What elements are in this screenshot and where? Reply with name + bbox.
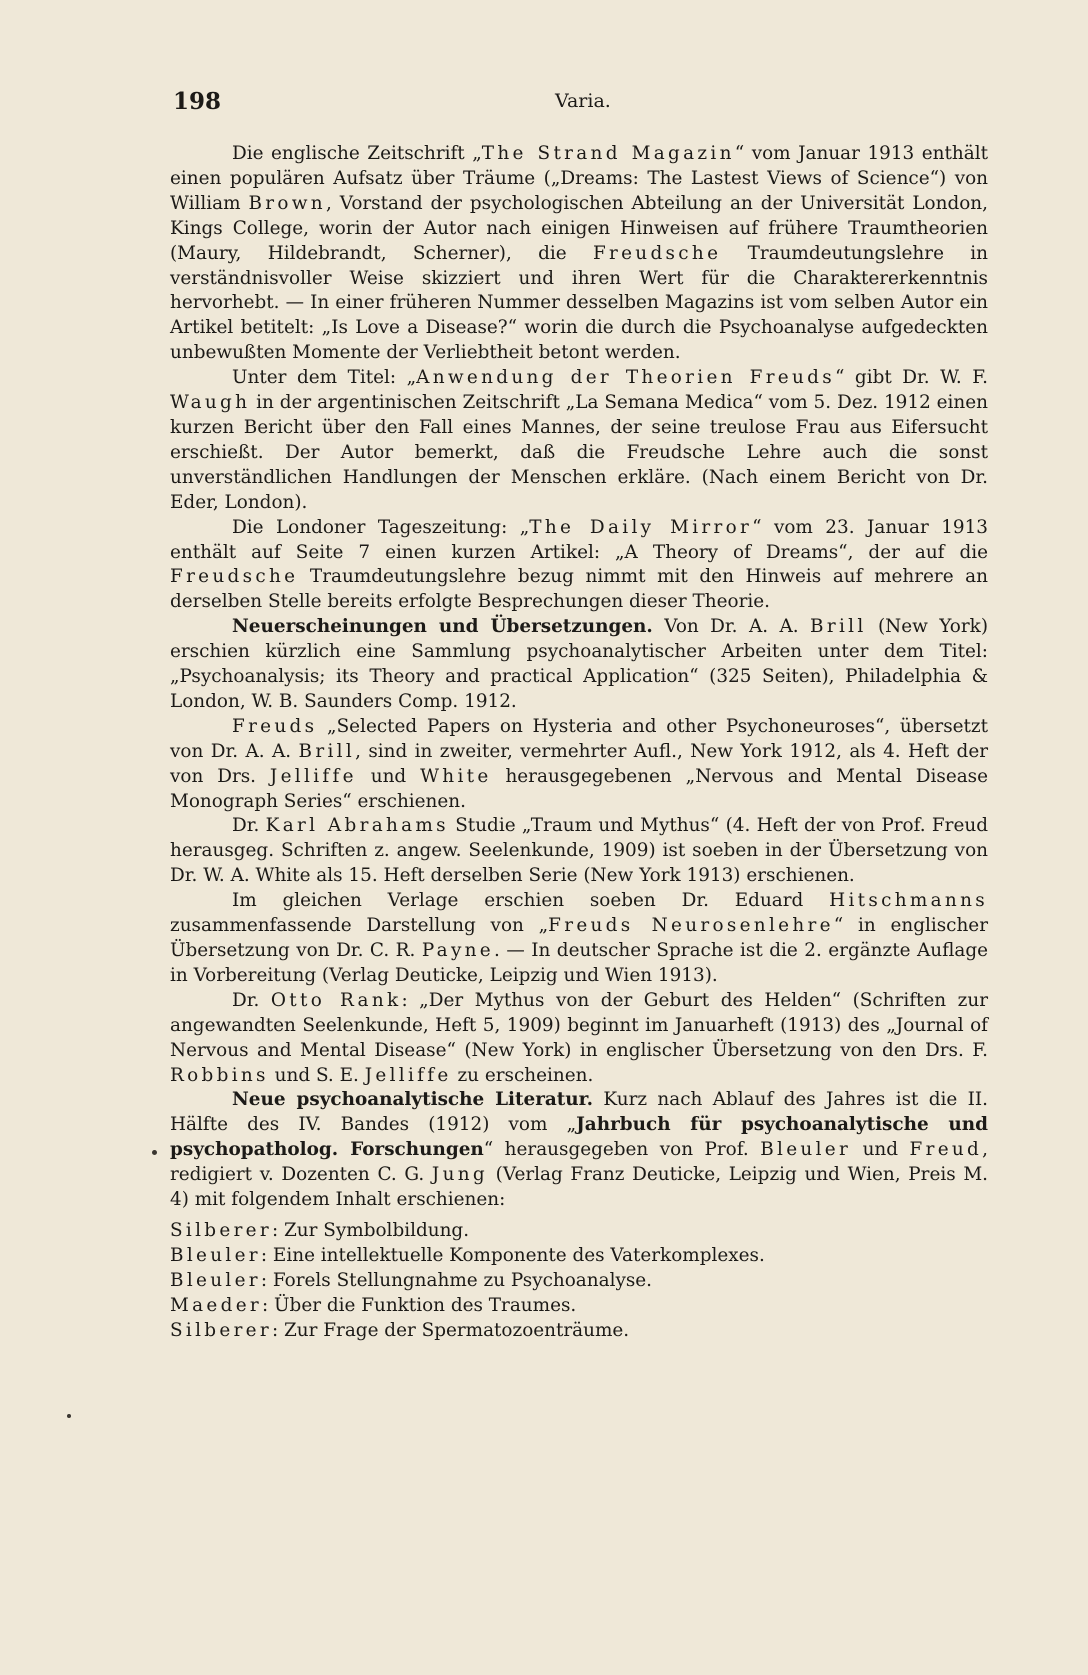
spaced-name: Freuds bbox=[232, 715, 318, 737]
spaced-name: Payne bbox=[421, 940, 495, 961]
paragraph-strand bbox=[170, 142, 988, 366]
contents-entry bbox=[170, 1219, 988, 1244]
text-run: , redigiert v. Dozenten C. G. bbox=[170, 1139, 988, 1186]
contents-entry bbox=[170, 1294, 988, 1319]
text-run: und bbox=[851, 1139, 910, 1161]
entry-author: Maeder bbox=[170, 1294, 262, 1316]
spaced-name: Jelliffe bbox=[364, 1064, 452, 1086]
entry-title: : Zur Symbolbildung. bbox=[271, 1219, 470, 1241]
text-run: Unter dem Titel: „ bbox=[232, 367, 417, 389]
text-run: herausgegebenen „Nervous and Mental Disease Monograph Series“ erschienen. bbox=[170, 765, 988, 812]
text-run: Kurz nach Ablauf des Jahres ist die II. Hälfte des IV. Bandes (1912) vom „ bbox=[170, 1089, 988, 1136]
text-run: zusammenfassende Darstellung von „ bbox=[170, 915, 549, 937]
spaced-name: Karl Abrahams bbox=[265, 815, 449, 837]
body-text bbox=[170, 142, 988, 1344]
spaced-name: Freuds Neurosenlehre bbox=[548, 915, 834, 937]
entry-author: Silberer bbox=[170, 1219, 272, 1241]
spaced-name: The Strand Magazin bbox=[481, 143, 735, 164]
spaced-name: Freudsche bbox=[592, 242, 722, 264]
text-run: „Selected Papers on Hysteria and other Psychoneuroses“, übersetzt von Dr. A. A. bbox=[170, 715, 988, 762]
entry-author: Silberer bbox=[170, 1319, 272, 1341]
text-run: “ vom Januar 1913 enthält einen populären Aufsatz über Träume („Dreams: The Lastest Views of Science“) von William bbox=[170, 143, 988, 214]
paper-speck bbox=[67, 1414, 71, 1418]
paragraph-literatur bbox=[170, 1088, 988, 1213]
paragraph-mirror bbox=[170, 516, 988, 616]
section-heading: Neue psychoanalytische Literatur. bbox=[232, 1089, 594, 1111]
text-run: “ herausgegeben von Prof. bbox=[483, 1139, 761, 1161]
text-run: Traumdeutungslehre in verständnisvoller Weise skizziert und ihren Wert für die Charaktererkenntnis hervorhebt. — In einer früheren Nummer desselben Magazins ist vom selben Autor ein Artikel betitelt: „Is Love a Disease?“ worin die durch die Psychoanalyse aufgedeckten unbewußten Momente der Verliebtheit betont werden. bbox=[170, 242, 988, 364]
paragraph-neuerscheinungen bbox=[170, 615, 988, 715]
text-run: Studie „Traum und Mythus“ (4. Heft der von Prof. Freud herausgeg. Schriften z. angew. Seelenkunde, 1909) ist soeben in der Übersetzung von Dr. W. A. White als 15. Heft derselben Serie (New York 1913) erschienen. bbox=[170, 815, 988, 887]
paragraph-selected bbox=[170, 715, 988, 815]
text-run: Traumdeutungslehre bezug nimmt mit den Hinweis auf mehrere an derselben Stelle bereits erfolgte Besprechungen dieser Theorie. bbox=[170, 566, 988, 613]
text-run: “ in englischer Übersetzung von Dr. C. R. bbox=[170, 915, 988, 961]
text-run: . — In deutscher Sprache ist die 2. ergänzte Auflage in Vorbereitung (Verlag Deuticke, Leipzig und Wien 1913). bbox=[170, 940, 988, 986]
spaced-name: Brill bbox=[298, 740, 356, 762]
spaced-name: Anwendung der Theorien Freuds bbox=[416, 367, 835, 389]
entry-title: : Über die Funktion des Traumes. bbox=[262, 1294, 577, 1316]
text-run: in der argentinischen Zeitschrift „La Semana Medica“ vom 5. Dez. 1912 einen kurzen Bericht über den Fall eines Mannes, der seine treulose Frau aus Eifersucht erschießt. Der Autor bemerkt, daß die Freudsche Lehre auch die sonst unverständlichen Handlungen der Menschen erkläre. (Nach einem Bericht von Dr. Eder, London). bbox=[170, 392, 988, 513]
contents-entry bbox=[170, 1244, 988, 1269]
spaced-name: Jung bbox=[431, 1164, 489, 1186]
page-number: 198 bbox=[173, 88, 222, 115]
section-heading: Jahrbuch für psychoanalytische und psychopatholog. Forschungen bbox=[170, 1114, 988, 1161]
spaced-name: Brill bbox=[810, 616, 867, 638]
text-run: “ vom 23. Januar 1913 enthält auf Seite 7 einen kurzen Artikel: „A Theory of Dreams“, der auf die bbox=[170, 516, 988, 563]
spaced-name: White bbox=[420, 765, 492, 787]
spaced-name: Freudsche bbox=[170, 566, 299, 588]
text-run: “ gibt Dr. W. F. bbox=[835, 367, 988, 389]
spaced-name: Jelliffe bbox=[269, 765, 357, 787]
text-run: Von Dr. A. A. bbox=[652, 616, 811, 638]
running-head: Varia. bbox=[555, 90, 611, 112]
spaced-name: Hitschmanns bbox=[829, 890, 988, 912]
entry-author: Bleuler bbox=[170, 1269, 261, 1291]
text-run: und bbox=[356, 765, 421, 787]
paragraph-hitschmann bbox=[170, 889, 988, 989]
text-run: , sind in zweiter, vermehrter Aufl., New York 1912, als 4. Heft der von Drs. bbox=[170, 740, 988, 787]
entry-author: Bleuler bbox=[170, 1244, 261, 1266]
text-run: (New York) erschien kürzlich eine Sammlung psychoanalytischer Arbeiten unter dem Titel: „Psychoanalysis; its Theory and practical Application“ (325 Seiten), Philadelphia & London, W. B. Saunders Comp. 1912. bbox=[170, 616, 988, 712]
contents-entry bbox=[170, 1319, 988, 1344]
paper-speck bbox=[152, 1150, 157, 1155]
text-run: Die englische Zeitschrift „ bbox=[232, 143, 482, 164]
entry-title: : Zur Frage der Spermatozoenträume. bbox=[271, 1319, 630, 1341]
text-run: , Vorstand der psychologischen Abteilung an der Universität London, Kings College, worin der Autor nach einigen Hinweisen auf frühere Traumtheorien (Maury, Hildebrandt, Scherner), die bbox=[170, 192, 988, 264]
text-run: (Verlag Franz Deuticke, Leipzig und Wien, Preis M. 4) mit folgendem Inhalt erschienen: bbox=[170, 1164, 988, 1211]
spaced-name: Otto Rank bbox=[270, 989, 402, 1011]
text-run: und S. E. bbox=[268, 1064, 365, 1086]
spaced-name: The Daily Mirror bbox=[529, 516, 753, 538]
contents-entry bbox=[170, 1269, 988, 1294]
text-run: Dr. bbox=[232, 989, 271, 1011]
page-header bbox=[173, 88, 988, 120]
entry-title: : Forels Stellungnahme zu Psychoanalyse. bbox=[260, 1269, 653, 1291]
spaced-name: Brown bbox=[248, 192, 326, 214]
spaced-name: Robbins bbox=[170, 1064, 269, 1086]
contents-list bbox=[170, 1219, 988, 1344]
text-run: zu erscheinen. bbox=[451, 1064, 594, 1086]
paragraph-rank bbox=[170, 989, 988, 1089]
spaced-name: Freud bbox=[909, 1139, 983, 1161]
paragraph-abraham bbox=[170, 814, 988, 889]
text-run: Die Londoner Tageszeitung: „ bbox=[232, 516, 530, 538]
text-run: Im gleichen Verlage erschien soeben Dr. Eduard bbox=[232, 890, 830, 912]
spaced-name: Bleuler bbox=[760, 1139, 852, 1161]
text-run: Dr. bbox=[232, 815, 266, 837]
text-run: : „Der Mythus von der Geburt des Helden“ (Schriften zur angewandten Seelenkunde, Heft 5, 1909) beginnt im Januarheft (1913) des „Journal of Nervous and Mental Disease“ (New York) in englischer Übersetzung von den Drs. F. bbox=[170, 989, 988, 1061]
paragraph-waugh bbox=[170, 366, 988, 515]
spaced-name: Waugh bbox=[170, 392, 251, 414]
section-heading: Neuerscheinungen und Übersetzungen. bbox=[232, 616, 653, 638]
entry-title: : Eine intellektuelle Komponente des Vaterkomplexes. bbox=[260, 1244, 765, 1266]
